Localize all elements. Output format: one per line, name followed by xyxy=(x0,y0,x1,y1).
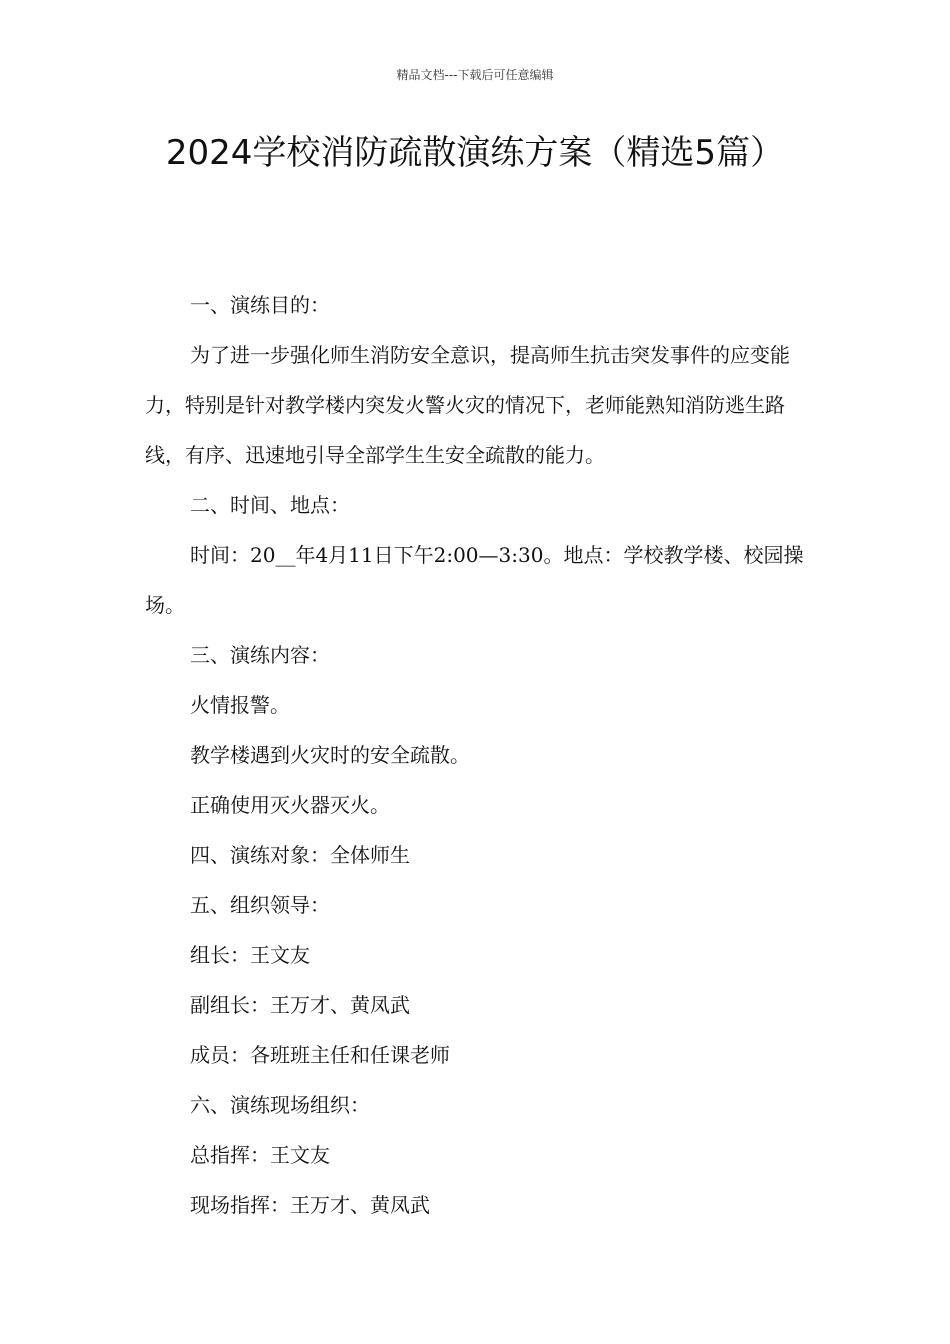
paragraph-purpose: 为了进一步强化师生消防安全意识，提高师生抗击突发事件的应变能力，特别是针对教学楼内突发火警火灾的情况下，老师能熟知消防逃生路线，有序、迅速地引导全部学生生安全疏散的能力。 xyxy=(145,343,790,467)
list-item-leader: 组长：王文友 xyxy=(190,943,310,967)
list-item-commander: 总指挥：王文友 xyxy=(190,1143,330,1167)
section-heading-content: 三、演练内容： xyxy=(190,643,330,667)
section-heading-site-organization: 六、演练现场组织： xyxy=(190,1093,370,1117)
list-item-deputy-leader: 副组长：王万才、黄凤武 xyxy=(190,993,410,1017)
section-heading-time-place: 二、时间、地点： xyxy=(190,493,350,517)
header-note: 精品文档---下载后可任意编辑 xyxy=(396,68,554,82)
document-title: 2024学校消防疏散演练方案（精选5篇） xyxy=(165,133,785,173)
section-heading-leadership: 五、组织领导： xyxy=(190,893,330,917)
section-heading-participants: 四、演练对象：全体师生 xyxy=(190,843,410,867)
list-item-members: 成员：各班班主任和任课老师 xyxy=(190,1043,450,1067)
list-item-extinguisher: 正确使用灭火器灭火。 xyxy=(190,793,390,817)
section-heading-purpose: 一、演练目的： xyxy=(190,293,330,317)
list-item-evacuation: 教学楼遇到火灾时的安全疏散。 xyxy=(190,743,470,767)
paragraph-time-place: 时间：20__年4月11日下午2:00—3:30。地点：学校教学楼、校园操场。 xyxy=(145,543,804,617)
list-item-site-commander: 现场指挥：王万才、黄凤武 xyxy=(190,1193,430,1217)
list-item-fire-alarm: 火情报警。 xyxy=(190,693,290,717)
document-body xyxy=(145,280,810,1230)
